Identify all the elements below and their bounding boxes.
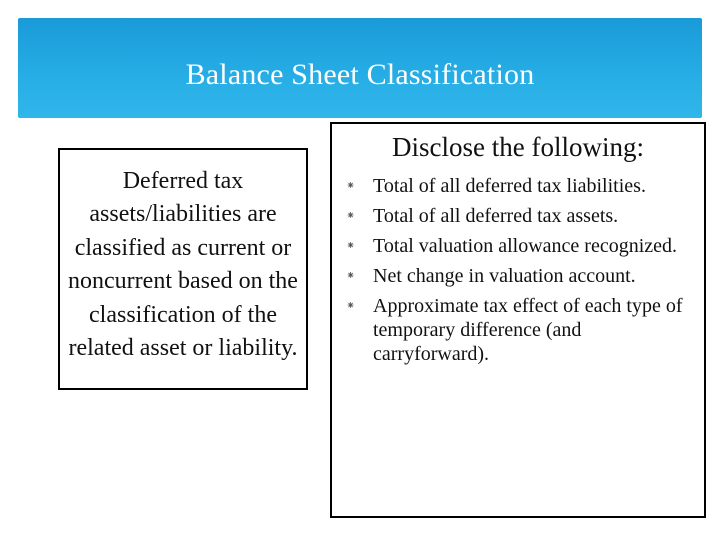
bullet-icon: ⁕ (346, 180, 356, 192)
slide-title: Balance Sheet Classification (185, 58, 535, 91)
bullet-item (332, 234, 704, 258)
bullet-icon: ⁕ (346, 300, 356, 312)
bullet-list (332, 174, 704, 372)
bullet-text: Total of all deferred tax liabilities. (373, 175, 646, 197)
left-box-text: Deferred tax assets/liabilities are classified as current or noncurrent based on the classification of the related asset or liability. (68, 167, 298, 361)
right-panel (330, 122, 706, 518)
bullet-icon: ⁕ (346, 240, 356, 252)
bullet-item (332, 264, 704, 288)
bullet-item (332, 294, 704, 366)
bullet-text: Total valuation allowance recognized. (373, 235, 678, 257)
bullet-text: Net change in valuation account. (373, 265, 636, 287)
bullet-text: Approximate tax effect of each type of temporary difference (and carryforward). (373, 295, 683, 365)
bullet-icon: ⁕ (346, 210, 356, 222)
left-text-box (58, 148, 308, 390)
right-panel-heading: Disclose the following: (392, 132, 644, 162)
bullet-item (332, 174, 704, 198)
bullet-item (332, 204, 704, 228)
bullet-text: Total of all deferred tax assets. (373, 205, 619, 227)
bullet-icon: ⁕ (346, 270, 356, 282)
title-band (18, 18, 702, 118)
